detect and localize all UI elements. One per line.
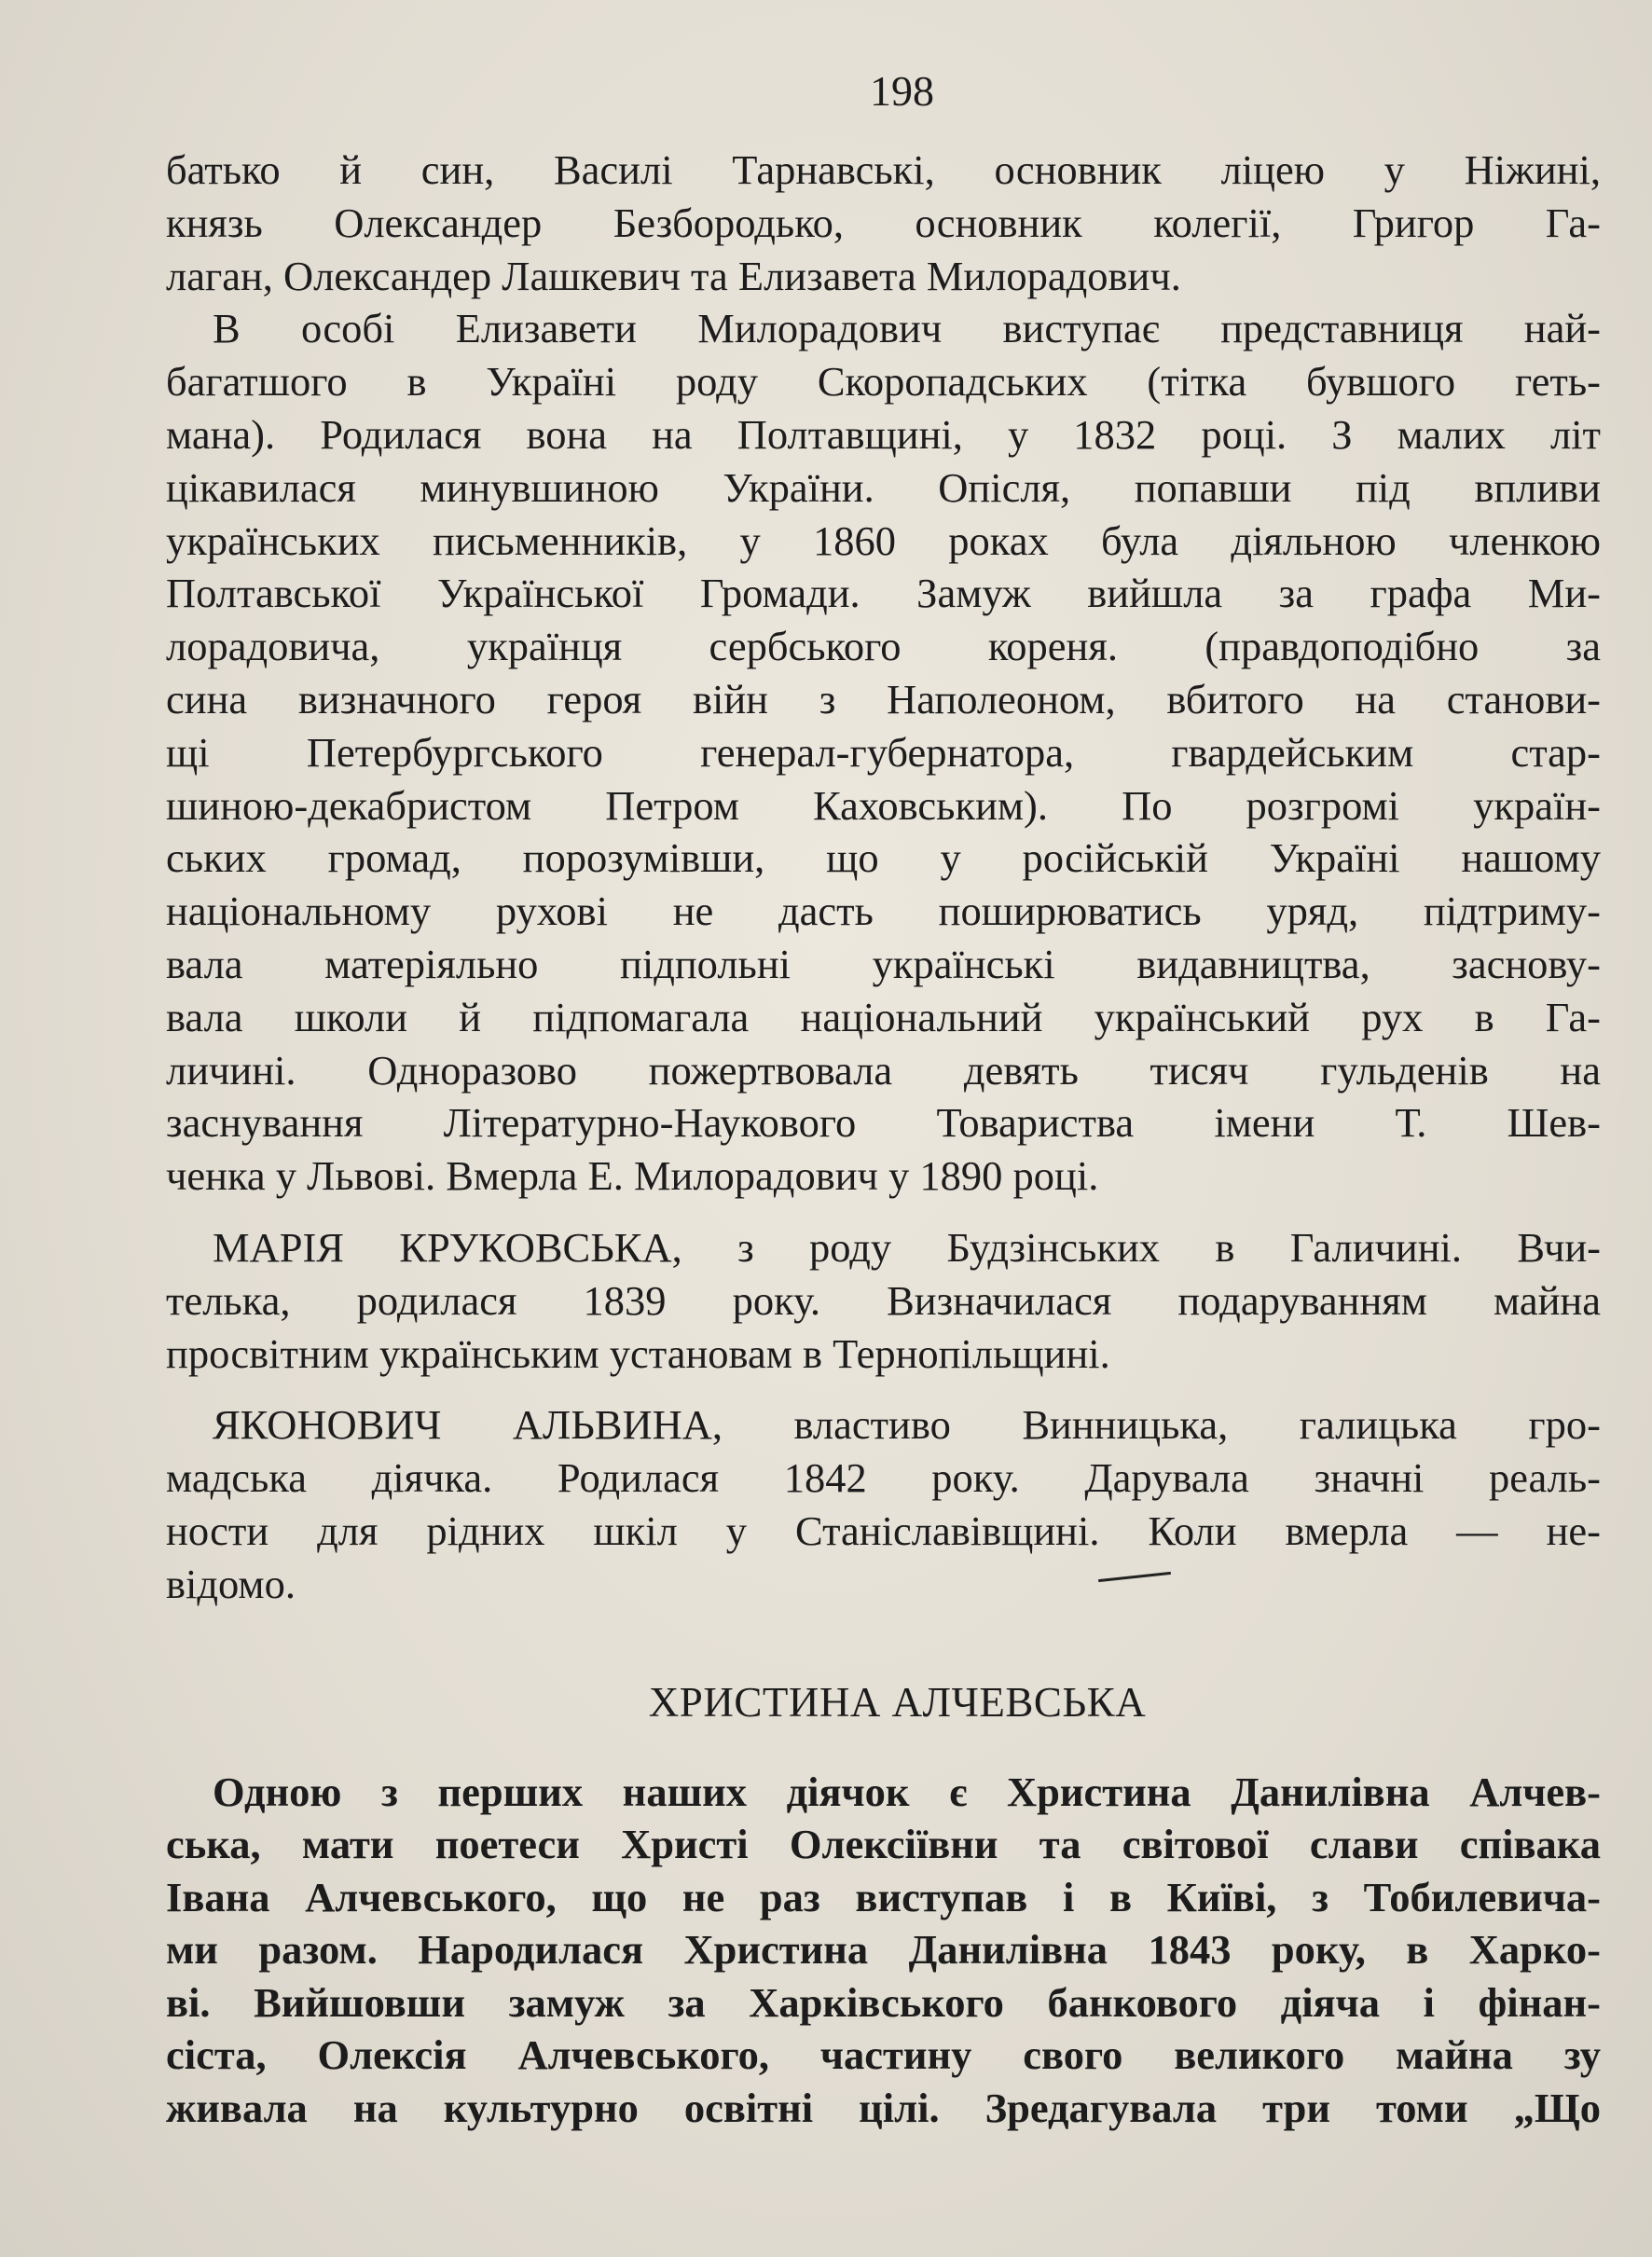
text-line: батько й син, Василі Тарнавські, основник ліцею у Ніжині, [166,146,1601,193]
text-line: вала матеріяльно підпольні українські видавництва, заснову- [166,940,1601,987]
text-line: ченка у Львові. Вмерла Е. Милорадович у 1890 році. [166,1152,1099,1200]
text-line: лорадовича, українця сербського кореня. (правдоподібно за [166,623,1601,670]
paragraph-alchevska [166,1766,1601,2135]
text-line: шиною-декабристом Петром Каховським). По розгромі україн- [166,781,1601,829]
paragraph-krukovska [166,1221,1601,1380]
text-line: сіста, Олексія Алчевського, частину свого великого майна зу [166,2031,1601,2079]
text-line: щі Петербургського генерал-губернатора, гвардейським стар- [166,728,1601,776]
text-line: лаган, Олександер Лашкевич та Елизавета Милорадович. [166,252,1181,299]
text-line: мадська діячка. Родилася 1842 року. Дарувала значні реаль- [166,1454,1601,1502]
section-title: ХРИСТИНА АЛЧЕВСЬКА [648,1678,1147,1726]
text-line: сина визначного героя війн з Наполеоном, вбитого на станови- [166,675,1601,723]
paragraph-1 [166,144,1601,302]
text-line: ська, мати поетеси Христі Олексіївни та світової слави співака [166,1821,1601,1868]
text-line: вала школи й підпомагала національний український рух в Га- [166,993,1601,1040]
text-line: Полтавської Української Громади. Замуж вийшла за графа Ми- [166,570,1601,617]
text-line: ности для рідних шкіл у Станіславівщині. Коли вмерла — не- [166,1507,1601,1554]
text-line: Івана Алчевського, що не раз виступав і в Київі, з Тобилевича- [166,1873,1601,1920]
text-line: просвітним українським установам в Тернопільщині. [166,1329,1110,1377]
text-line: українських письменників, у 1860 роках була діяльною членкою [166,516,1601,564]
text-line: В особі Елизавети Милорадович виступає представниця най- [213,305,1601,352]
text-line: цікавилася минувшиною України. Опісля, попавши під впливи [166,463,1601,511]
text-line: ЯКОНОВИЧ АЛЬВИНА, властиво Винницька, галицька гро- [213,1401,1601,1449]
text-line: багатшого в Україні роду Скоропадських (тітка бувшого геть- [166,358,1601,406]
paragraph-yakonovych [166,1398,1601,1610]
text-line: національному рухові не дасть поширюватись уряд, підтриму- [166,888,1601,935]
page-number: 198 [870,67,934,115]
text-line: личині. Одноразово пожертвовала девять тисяч гульденів на [166,1046,1601,1094]
text-line: князь Олександер Безбородько, основник колегії, Григор Га- [166,199,1601,246]
paragraph-gap [166,1203,1601,1221]
text-line: ських громад, порозумівши, що у російській Україні нашому [166,834,1601,882]
text-line: відомо. [166,1560,296,1607]
text-line: телька, родилася 1839 року. Визначилася подаруванням майна [166,1276,1601,1324]
text-line: Одною з перших наших діячок є Христина Данилівна Алчев- [213,1768,1601,1815]
text-line: мана). Родилася вона на Полтавщині, у 1832 році. З малих літ [166,410,1601,458]
paragraph-miloradovych [166,302,1601,1203]
text-line: ми разом. Народилася Христина Данилівна 1843 року, в Харко- [166,1926,1601,1974]
text-line: МАРІЯ КРУКОВСЬКА, з роду Будзінських в Галичині. Вчи- [213,1223,1601,1271]
paragraph-gap [166,1380,1601,1398]
text-line: заснування Літературно-Наукового Товариства імени Т. Шев- [166,1099,1601,1147]
text-line: живала на культурно освітні цілі. Зредагувала три томи „Що [166,2084,1601,2131]
text-line: ві. Вийшовши замуж за Харківського банкового діяча і фінан- [166,1978,1601,2026]
